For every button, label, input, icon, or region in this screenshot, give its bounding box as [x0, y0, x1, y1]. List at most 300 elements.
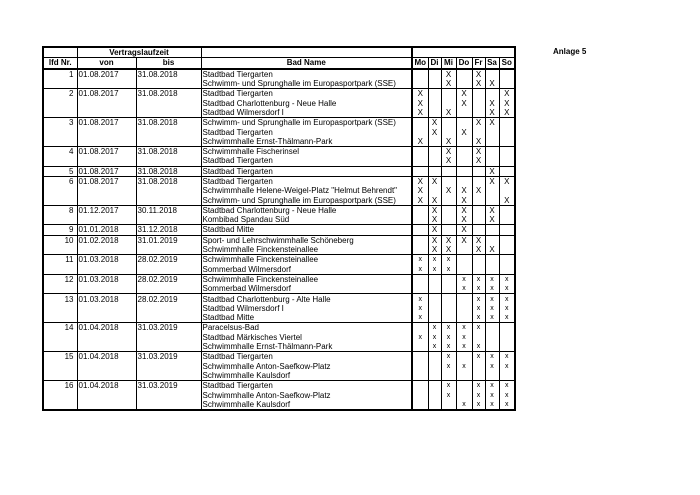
cell-day-mark: X	[456, 235, 472, 245]
cell-day-mark: x	[485, 352, 499, 362]
cell-day-mark: X	[456, 127, 472, 136]
cell-bis	[136, 108, 201, 118]
contract-schedule-table	[42, 46, 516, 411]
cell-day-mark	[472, 265, 485, 275]
cell-day-mark	[485, 127, 499, 136]
table-row	[43, 371, 515, 381]
cell-day-mark	[456, 69, 472, 79]
cell-von	[77, 265, 136, 275]
cell-bis	[136, 156, 201, 166]
cell-bis	[136, 342, 201, 352]
cell-day-mark: x	[485, 304, 499, 313]
cell-day-mark: X	[412, 195, 428, 205]
cell-lfd-nr	[43, 304, 77, 313]
cell-lfd-nr	[43, 284, 77, 294]
cell-lfd-nr	[43, 265, 77, 275]
cell-day-mark: X	[412, 89, 428, 99]
cell-day-mark	[456, 313, 472, 323]
cell-day-mark: X	[499, 195, 515, 205]
cell-day-mark: X	[499, 98, 515, 107]
cell-day-mark: X	[485, 176, 499, 186]
header-lfd-nr: lfd Nr.	[43, 58, 77, 69]
header-day: Mi	[441, 58, 456, 69]
cell-day-mark: x	[485, 284, 499, 294]
cell-von: 01.08.2017	[77, 89, 136, 99]
cell-lfd-nr: 2	[43, 89, 77, 99]
cell-day-mark: x	[428, 265, 441, 275]
cell-bad-name: Stadtbad Märkisches Viertel	[201, 333, 412, 342]
cell-bis: 31.08.2018	[136, 118, 201, 128]
cell-day-mark: x	[472, 352, 485, 362]
cell-bis	[136, 195, 201, 205]
cell-day-mark	[456, 176, 472, 186]
cell-day-mark: x	[456, 362, 472, 371]
cell-day-mark: X	[499, 176, 515, 186]
cell-bis: 31.01.2019	[136, 235, 201, 245]
cell-day-mark: X	[456, 89, 472, 99]
cell-von	[77, 304, 136, 313]
table-row	[43, 313, 515, 323]
cell-day-mark: x	[412, 265, 428, 275]
cell-von	[77, 333, 136, 342]
cell-day-mark	[456, 156, 472, 166]
cell-day-mark: x	[499, 294, 515, 304]
cell-day-mark	[412, 156, 428, 166]
cell-lfd-nr: 9	[43, 225, 77, 235]
table-row	[43, 352, 515, 362]
cell-von: 01.03.2018	[77, 274, 136, 284]
cell-bis: 31.08.2018	[136, 69, 201, 79]
cell-day-mark: x	[456, 333, 472, 342]
cell-day-mark	[499, 245, 515, 255]
cell-day-mark	[485, 323, 499, 333]
cell-von	[77, 400, 136, 410]
cell-day-mark	[485, 89, 499, 99]
cell-day-mark: x	[441, 352, 456, 362]
header-row-columns	[43, 58, 515, 69]
cell-bad-name: Schwimmhalle Ernst-Thälmann-Park	[201, 342, 412, 352]
cell-bis	[136, 333, 201, 342]
cell-bad-name: Stadtbad Tiergarten	[201, 156, 412, 166]
cell-day-mark	[412, 371, 428, 381]
table-row	[43, 89, 515, 99]
cell-lfd-nr	[43, 342, 77, 352]
table-row	[43, 381, 515, 391]
cell-day-mark: x	[485, 294, 499, 304]
cell-day-mark: X	[456, 195, 472, 205]
cell-day-mark	[441, 98, 456, 107]
cell-bad-name: Schwimm- und Sprunghalle im Europasportpark (SSE)	[201, 79, 412, 89]
table-row	[43, 98, 515, 107]
cell-lfd-nr	[43, 400, 77, 410]
header-vertragslaufzeit: Vertragslaufzeit	[77, 47, 201, 58]
cell-day-mark	[412, 400, 428, 410]
table-row	[43, 362, 515, 371]
cell-bad-name: Stadtbad Charlottenburg - Neue Halle	[201, 205, 412, 215]
cell-bad-name: Sommerbad Wilmersdorf	[201, 284, 412, 294]
cell-von: 01.04.2018	[77, 381, 136, 391]
cell-bis: 28.02.2019	[136, 274, 201, 284]
cell-day-mark	[441, 294, 456, 304]
cell-day-mark	[456, 265, 472, 275]
table-row	[43, 265, 515, 275]
cell-day-mark	[428, 362, 441, 371]
cell-day-mark	[499, 205, 515, 215]
cell-lfd-nr	[43, 215, 77, 225]
cell-bad-name: Schwimmhalle Finckensteinallee	[201, 255, 412, 265]
cell-day-mark: X	[485, 205, 499, 215]
cell-day-mark	[428, 156, 441, 166]
cell-von: 01.08.2017	[77, 118, 136, 128]
cell-day-mark: X	[472, 235, 485, 245]
cell-day-mark: x	[412, 304, 428, 313]
cell-von	[77, 215, 136, 225]
cell-von	[77, 362, 136, 371]
cell-day-mark	[456, 371, 472, 381]
cell-day-mark	[456, 137, 472, 147]
cell-day-mark	[499, 371, 515, 381]
cell-day-mark: x	[485, 390, 499, 399]
cell-von	[77, 127, 136, 136]
cell-von: 01.08.2017	[77, 166, 136, 176]
cell-day-mark	[441, 371, 456, 381]
cell-day-mark	[412, 225, 428, 235]
cell-day-mark	[499, 225, 515, 235]
cell-day-mark	[485, 195, 499, 205]
cell-day-mark: X	[428, 127, 441, 136]
cell-bad-name: Schwimmhalle Kaulsdorf	[201, 400, 412, 410]
cell-day-mark	[499, 342, 515, 352]
header-day: Sa	[485, 58, 499, 69]
cell-day-mark	[499, 127, 515, 136]
cell-day-mark: X	[499, 108, 515, 118]
cell-bis	[136, 79, 201, 89]
cell-day-mark: x	[428, 255, 441, 265]
cell-von: 01.01.2018	[77, 225, 136, 235]
cell-day-mark	[412, 79, 428, 89]
table-row	[43, 205, 515, 215]
cell-bis: 31.08.2018	[136, 166, 201, 176]
cell-von	[77, 79, 136, 89]
cell-bis: 31.03.2019	[136, 381, 201, 391]
cell-lfd-nr: 5	[43, 166, 77, 176]
cell-day-mark: x	[428, 342, 441, 352]
cell-day-mark	[441, 225, 456, 235]
cell-day-mark	[441, 89, 456, 99]
cell-day-mark: X	[456, 215, 472, 225]
cell-bad-name: Schwimmhalle Kaulsdorf	[201, 371, 412, 381]
cell-bis	[136, 313, 201, 323]
cell-day-mark: X	[472, 146, 485, 156]
cell-day-mark: X	[441, 156, 456, 166]
cell-lfd-nr	[43, 98, 77, 107]
cell-day-mark	[412, 245, 428, 255]
cell-day-mark	[441, 176, 456, 186]
cell-day-mark: X	[428, 195, 441, 205]
table-row	[43, 284, 515, 294]
cell-day-mark	[472, 205, 485, 215]
cell-lfd-nr	[43, 137, 77, 147]
cell-day-mark	[412, 362, 428, 371]
cell-day-mark: x	[456, 342, 472, 352]
cell-day-mark	[472, 108, 485, 118]
cell-day-mark: X	[485, 98, 499, 107]
cell-day-mark: x	[441, 381, 456, 391]
cell-day-mark	[485, 333, 499, 342]
cell-bad-name: Schwimmhalle Fischerinsel	[201, 146, 412, 156]
cell-bis: 30.11.2018	[136, 205, 201, 215]
cell-day-mark: X	[456, 186, 472, 195]
cell-day-mark	[472, 127, 485, 136]
cell-day-mark: X	[485, 215, 499, 225]
cell-day-mark	[499, 166, 515, 176]
cell-day-mark	[428, 98, 441, 107]
cell-lfd-nr	[43, 245, 77, 255]
cell-day-mark: x	[441, 342, 456, 352]
cell-day-mark: x	[485, 362, 499, 371]
cell-lfd-nr: 6	[43, 176, 77, 186]
cell-day-mark: X	[412, 176, 428, 186]
cell-von	[77, 195, 136, 205]
cell-day-mark	[485, 186, 499, 195]
cell-bad-name: Stadtbad Tiergarten	[201, 127, 412, 136]
cell-day-mark: X	[441, 137, 456, 147]
cell-day-mark	[456, 118, 472, 128]
cell-lfd-nr	[43, 108, 77, 118]
cell-day-mark	[441, 313, 456, 323]
cell-bad-name: Stadtbad Tiergarten	[201, 381, 412, 391]
cell-day-mark	[499, 323, 515, 333]
cell-bis	[136, 390, 201, 399]
cell-bad-name: Schwimm- und Sprunghalle im Europasportpark (SSE)	[201, 118, 412, 128]
cell-day-mark	[456, 304, 472, 313]
cell-day-mark	[485, 265, 499, 275]
cell-bad-name: Stadtbad Tiergarten	[201, 166, 412, 176]
cell-day-mark	[428, 274, 441, 284]
cell-day-mark	[472, 176, 485, 186]
cell-day-mark: x	[441, 333, 456, 342]
cell-day-mark	[485, 146, 499, 156]
cell-day-mark: X	[472, 137, 485, 147]
table-row	[43, 118, 515, 128]
cell-lfd-nr	[43, 195, 77, 205]
cell-lfd-nr: 3	[43, 118, 77, 128]
cell-bad-name: Schwimmhalle Finckensteinallee	[201, 274, 412, 284]
cell-von	[77, 245, 136, 255]
cell-day-mark	[485, 371, 499, 381]
cell-day-mark	[441, 274, 456, 284]
cell-day-mark: X	[428, 176, 441, 186]
cell-day-mark	[485, 69, 499, 79]
cell-von: 01.08.2017	[77, 176, 136, 186]
cell-lfd-nr	[43, 186, 77, 195]
header-day: So	[499, 58, 515, 69]
cell-lfd-nr: 11	[43, 255, 77, 265]
cell-day-mark	[456, 79, 472, 89]
cell-day-mark	[485, 137, 499, 147]
cell-day-mark: X	[412, 108, 428, 118]
cell-von	[77, 371, 136, 381]
header-day: Di	[428, 58, 441, 69]
cell-bad-name: Stadtbad Mitte	[201, 225, 412, 235]
cell-day-mark: x	[499, 352, 515, 362]
cell-lfd-nr: 14	[43, 323, 77, 333]
table-row	[43, 400, 515, 410]
cell-day-mark	[456, 255, 472, 265]
cell-day-mark: X	[456, 225, 472, 235]
cell-day-mark: x	[428, 323, 441, 333]
cell-day-mark	[428, 108, 441, 118]
cell-day-mark: x	[456, 323, 472, 333]
cell-day-mark: x	[499, 381, 515, 391]
cell-day-mark	[499, 265, 515, 275]
cell-day-mark: x	[499, 284, 515, 294]
cell-day-mark	[472, 195, 485, 205]
cell-day-mark	[441, 400, 456, 410]
table-row	[43, 79, 515, 89]
cell-bad-name: Stadtbad Mitte	[201, 313, 412, 323]
cell-day-mark: x	[441, 323, 456, 333]
cell-day-mark: x	[441, 265, 456, 275]
cell-day-mark: x	[485, 381, 499, 391]
cell-bad-name: Stadtbad Tiergarten	[201, 89, 412, 99]
cell-bis	[136, 98, 201, 107]
cell-von: 01.03.2018	[77, 255, 136, 265]
cell-day-mark: x	[412, 333, 428, 342]
cell-von	[77, 390, 136, 399]
cell-day-mark: X	[412, 186, 428, 195]
cell-day-mark: X	[472, 69, 485, 79]
cell-von	[77, 284, 136, 294]
cell-day-mark: X	[485, 108, 499, 118]
table-row	[43, 186, 515, 195]
table-row	[43, 255, 515, 265]
table-row	[43, 156, 515, 166]
cell-day-mark: x	[499, 390, 515, 399]
cell-day-mark	[499, 146, 515, 156]
cell-bis	[136, 265, 201, 275]
cell-day-mark: x	[472, 313, 485, 323]
cell-day-mark: X	[485, 118, 499, 128]
cell-day-mark: x	[472, 400, 485, 410]
cell-lfd-nr	[43, 362, 77, 371]
cell-day-mark: x	[485, 313, 499, 323]
cell-day-mark: x	[456, 400, 472, 410]
cell-day-mark	[441, 215, 456, 225]
cell-day-mark: X	[441, 108, 456, 118]
cell-lfd-nr	[43, 313, 77, 323]
cell-day-mark	[499, 118, 515, 128]
cell-day-mark	[428, 294, 441, 304]
table-row	[43, 127, 515, 136]
cell-von	[77, 137, 136, 147]
cell-day-mark: X	[472, 79, 485, 89]
cell-day-mark	[441, 284, 456, 294]
cell-day-mark	[456, 390, 472, 399]
cell-bis: 28.02.2019	[136, 294, 201, 304]
cell-von	[77, 186, 136, 195]
cell-day-mark: x	[472, 294, 485, 304]
header-von: von	[77, 58, 136, 69]
cell-von	[77, 98, 136, 107]
cell-bis: 31.03.2019	[136, 352, 201, 362]
cell-bad-name: Stadtbad Tiergarten	[201, 176, 412, 186]
table-row	[43, 304, 515, 313]
cell-day-mark: x	[441, 255, 456, 265]
table-row	[43, 108, 515, 118]
cell-bad-name: Schwimmhalle Anton-Saefkow-Platz	[201, 362, 412, 371]
cell-lfd-nr: 12	[43, 274, 77, 284]
table-row	[43, 235, 515, 245]
table-row	[43, 245, 515, 255]
cell-day-mark: X	[428, 245, 441, 255]
cell-day-mark: X	[441, 146, 456, 156]
cell-von	[77, 156, 136, 166]
cell-day-mark	[441, 127, 456, 136]
cell-bad-name: Stadtbad Tiergarten	[201, 352, 412, 362]
cell-day-mark: x	[472, 274, 485, 284]
cell-bis	[136, 215, 201, 225]
cell-bad-name: Sommerbad Wilmersdorf	[201, 265, 412, 275]
cell-bad-name: Schwimmhalle Anton-Saefkow-Platz	[201, 390, 412, 399]
cell-day-mark	[456, 108, 472, 118]
cell-day-mark	[472, 89, 485, 99]
table-row	[43, 323, 515, 333]
cell-lfd-nr	[43, 156, 77, 166]
cell-day-mark	[412, 166, 428, 176]
table-row	[43, 146, 515, 156]
cell-lfd-nr	[43, 333, 77, 342]
cell-day-mark: X	[412, 98, 428, 107]
cell-day-mark	[441, 195, 456, 205]
table-row	[43, 274, 515, 284]
cell-day-mark	[428, 146, 441, 156]
cell-day-mark	[412, 235, 428, 245]
table-row	[43, 333, 515, 342]
cell-day-mark	[412, 390, 428, 399]
cell-von	[77, 313, 136, 323]
cell-day-mark	[485, 156, 499, 166]
cell-lfd-nr: 15	[43, 352, 77, 362]
cell-day-mark	[499, 137, 515, 147]
cell-day-mark: x	[499, 400, 515, 410]
cell-day-mark: X	[472, 118, 485, 128]
cell-bad-name: Stadtbad Wilmersdorf I	[201, 108, 412, 118]
cell-day-mark	[499, 69, 515, 79]
cell-day-mark: X	[428, 205, 441, 215]
cell-lfd-nr: 1	[43, 69, 77, 79]
cell-day-mark	[428, 390, 441, 399]
table-row	[43, 225, 515, 235]
cell-day-mark	[485, 255, 499, 265]
cell-day-mark	[412, 146, 428, 156]
cell-day-mark	[499, 215, 515, 225]
table-row	[43, 215, 515, 225]
cell-day-mark: x	[456, 274, 472, 284]
cell-day-mark: x	[441, 362, 456, 371]
attachment-label: Anlage 5	[553, 47, 587, 56]
cell-bis: 31.03.2019	[136, 323, 201, 333]
cell-bad-name: Schwimmhalle Helene-Weigel-Platz "Helmut Behrendt"	[201, 186, 412, 195]
cell-day-mark	[412, 127, 428, 136]
cell-day-mark: x	[472, 284, 485, 294]
cell-von	[77, 342, 136, 352]
cell-lfd-nr	[43, 390, 77, 399]
cell-day-mark: x	[472, 304, 485, 313]
cell-von: 01.04.2018	[77, 352, 136, 362]
cell-day-mark: X	[472, 156, 485, 166]
cell-day-mark: X	[485, 79, 499, 89]
